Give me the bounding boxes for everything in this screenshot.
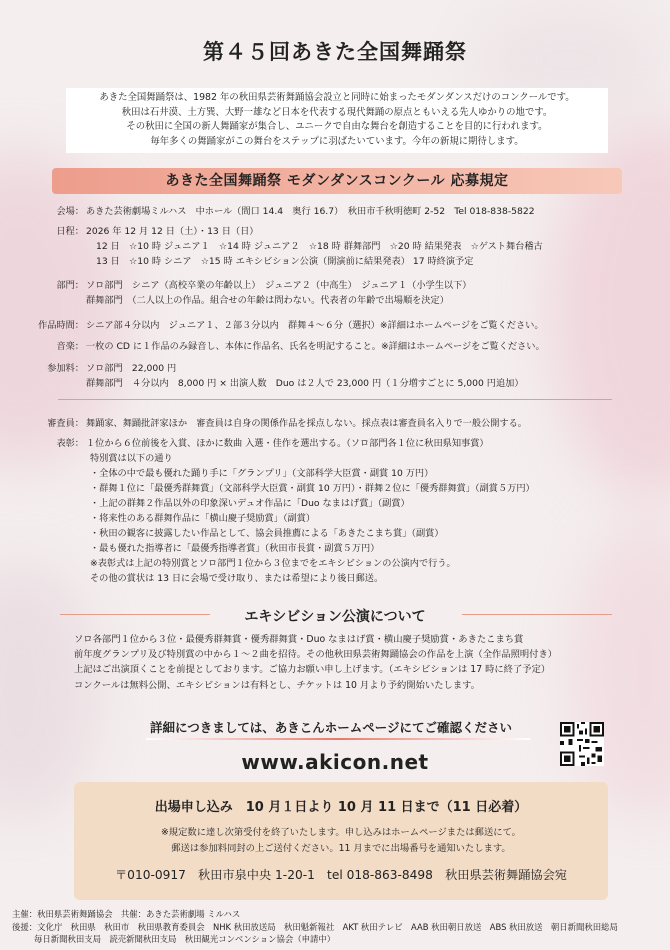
fee-line: 群舞部門 ４分以内 8,000 円 × 出演人数 Duo は２人で 23,000 円（１分増すごとに 5,000 円追加）: [86, 378, 524, 389]
schedule-label: 日程：: [56, 226, 84, 237]
music-text: 一枚の CD に１作品のみ録音し、本体に作品名、氏名を明記すること。※詳細はホームページをご覧ください。: [86, 341, 545, 352]
duration-text: シニア部４分以内 ジュニア１、２部３分以内 群舞４～６分（選択）※詳細はホームページをご覧ください。: [86, 320, 544, 331]
division-label: 部門：: [56, 280, 84, 291]
award-line: その他の賞状は 13 日に会場で受け取り、または希望により後日郵送。: [90, 573, 384, 584]
footer: [12, 908, 618, 946]
judges-text: 舞踊家、舞踊批評家ほか 審査員は自身の関係作品を採点しない。採点表は審査員名入りで一般公開する。: [86, 418, 527, 429]
judges-row: [32, 416, 632, 431]
footer-line: 毎日新聞秋田支局 読売新聞秋田支局 秋田観光コンベンション協会（申請中）: [34, 934, 336, 944]
detail-notice: 詳細につきましては、あきこんホームページにてご確認ください: [150, 720, 513, 735]
intro-line: あきた全国舞踊祭は、1982 年の秋田県芸術舞踊協会設立と同時に始まったモダンダンスだけのコンクールです。: [99, 92, 575, 103]
venue-text: あきた芸術劇場ミルハス 中ホール（間口 14.4 奥行 16.7） 秋田市千秋明徳町 2-52 Tel 018-838-5822: [86, 206, 535, 217]
fee-line: ソロ部門 22,000 円: [86, 363, 177, 374]
division-row: [32, 278, 632, 308]
schedule-line: 2026 年 12 月 12 日（土）・13 日（日）: [86, 226, 259, 237]
music-row: [32, 339, 632, 354]
divider: [462, 614, 612, 615]
footer-line: 後援：文化庁 秋田県 秋田市 秋田県教育委員会 NHK 秋田放送局 秋田魁新報社 AKT 秋田テレビ AAB 秋田朝日放送 ABS 秋田放送 朝日新聞秋田総局: [12, 921, 618, 932]
awards-label: 表彰：: [56, 438, 84, 449]
music-label: 音楽：: [56, 341, 84, 352]
award-line: ・秋田の観客に披露したい作品として、協会員推薦による「あきたこまち賞」（副賞）: [90, 528, 444, 539]
application-box: [74, 782, 608, 900]
award-line: ・将来性のある群舞作品に「横山慶子奨励賞」（副賞）: [90, 513, 316, 524]
divider: [58, 399, 612, 400]
award-line: 特別賞は以下の通り: [90, 453, 173, 464]
exhibition-body: [74, 632, 557, 693]
fee-row: [32, 361, 632, 391]
page-title: 第４５回あきた全国舞踊祭: [203, 40, 467, 64]
application-note: 郵送は参加料同封の上ご送付ください。11 月までに出場番号を通知いたします。: [171, 843, 511, 854]
exhibition-line: 前年度グランプリ及び特別賞の中から１～２曲を招待。その他秋田県芸術舞踊協会の作品を上演（全作品照明付き）: [74, 649, 558, 661]
award-line: ・上記の群舞２作品以外の印象深いデュオ作品に「Duo なまはげ賞」（副賞）: [90, 498, 410, 509]
duration-row: [32, 318, 632, 333]
award-line: ・群舞１位に「最優秀群舞賞」（文部科学大臣賞・副賞 10 万円）・群舞２位に「優秀群舞賞」（副賞５万円）: [90, 483, 535, 494]
detail-underline: [146, 738, 530, 740]
intro-line: その秋田に全国の新人舞踊家が集合し、ユニークで自由な舞台を創造することを目的に行われます。: [126, 121, 548, 133]
judges-label: 審査員：: [47, 418, 84, 429]
intro-line: 秋田は石井漠、土方巽、大野一雄など日本を代表する現代舞踊の原点ともいえる先人ゆかりの地です。: [121, 106, 553, 118]
schedule-line: 13 日 ☆10 時 シニア ☆15 時 エキシビション公演（開演前に結果発表） 17 時終演予定: [96, 256, 474, 267]
award-line: ・全体の中で最も優れた踊り手に「グランプリ」（文部科学大臣賞・副賞 10 万円）: [90, 468, 434, 479]
intro-box: [66, 88, 608, 153]
duration-label: 作品時間：: [38, 320, 84, 331]
application-address: 〒010-0917 秋田市泉中央 1-20-1 tel 018-863-8498 秋田県芸術舞踊協会宛: [115, 868, 567, 882]
venue-label: 会場：: [56, 206, 84, 217]
intro-line: 毎年多くの舞踊家がこの舞台をステップに羽ばたいています。今年の新規に期待します。: [150, 135, 524, 147]
schedule-line: 12 日 ☆10 時 ジュニア１ ☆14 時 ジュニア２ ☆18 時 群舞部門 ☆20 時 結果発表 ☆ゲスト舞台稽古: [96, 241, 543, 252]
website-url[interactable]: www.akicon.net: [241, 750, 429, 774]
division-line: ソロ部門 シニア（高校卒業の年齢以上） ジュニア２（中高生） ジュニア１（小学生以下）: [86, 280, 472, 291]
exhibition-line: 上記はご出演頂くことを前提としております。ご協力お願い申し上げます。（エキシビションは 17 時に終了予定）: [74, 664, 551, 676]
exhibition-heading: エキシビション公演について: [244, 609, 426, 625]
award-line: ※表彰式は上記の特別賞とソロ部門１位から３位までをエキシビションの公演内で行う。: [90, 558, 456, 569]
exhibition-line: コンクールは無料公開、エキシビションは有料とし、チケットは 10 月より予約開始いたします。: [74, 679, 480, 691]
footer-line: 主催：秋田県芸術舞踊協会 共催：あきた芸術劇場 ミルハス: [12, 909, 241, 919]
application-heading: 出場申し込み 10 月１日より 10 月 11 日まで（11 日必着）: [154, 800, 528, 815]
venue-row: [32, 204, 632, 219]
award-line: １位から６位前後を入賞、ほかに数曲 入選・佳作を選出する。（ソロ部門各１位に秋田県知事賞）: [86, 438, 489, 449]
award-line: ・最も優れた指導者に「最優秀指導者賞」（秋田市長賞・副賞５万円）: [90, 543, 380, 554]
rules-banner: あきた全国舞踊祭 モダンダンスコンクール 応募規定: [52, 168, 622, 194]
division-line: 群舞部門 （二人以上の作品。組合せの年齢は問わない。代表者の年齢で出場順を決定）: [86, 295, 449, 306]
fee-label: 参加料：: [47, 363, 84, 374]
awards-row: [32, 436, 632, 586]
exhibition-line: ソロ各部門１位から３位・最優秀群舞賞・優秀群舞賞・Duo なまはげ賞・横山慶子奨励賞・あきたこまち賞: [74, 634, 524, 645]
schedule-row: [32, 224, 632, 269]
application-note: ※規定数に達し次第受付を終了いたします。申し込みはホームページまたは郵送にて。: [161, 827, 521, 838]
